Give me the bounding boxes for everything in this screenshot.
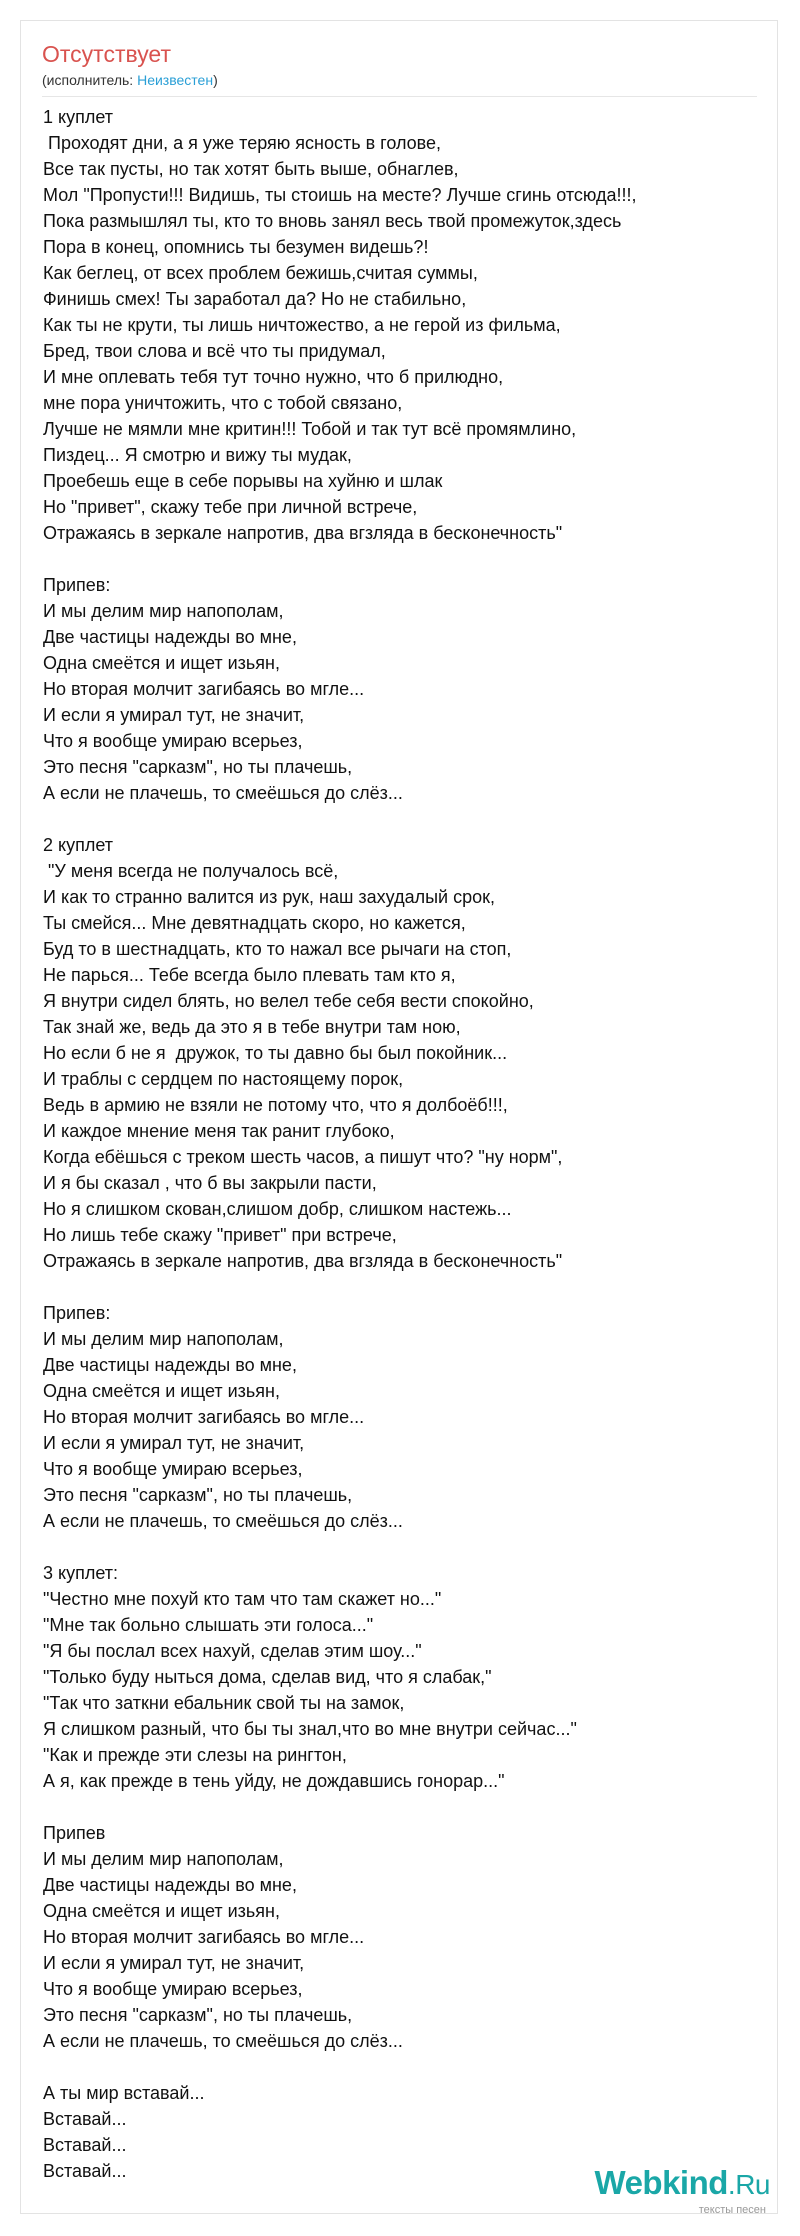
lyric-line: Но лишь тебе скажу "привет" при встрече, (43, 1225, 397, 1245)
lyric-line: Но вторая молчит загибаясь во мгле... (43, 1407, 365, 1427)
lyric-line (43, 546, 758, 572)
lyric-line: "Честно мне похуй кто там что там скажет но..." (43, 1589, 442, 1609)
lyric-line: Отражаясь в зеркале напротив, два вгзляда в бесконечность" (43, 523, 563, 543)
lyric-line: Пока размышлял ты, кто то вновь занял весь твой промежуток,здесь (43, 211, 622, 231)
lyric-line: Припев (43, 1823, 106, 1843)
lyric-line: И как то странно валится из рук, наш захудалый срок, (43, 887, 495, 907)
lyric-line: "Так что заткни ебальник свой ты на замок, (43, 1693, 405, 1713)
lyric-line: А я, как прежде в тень уйду, не дождавшись гонорар..." (43, 1771, 505, 1791)
song-header (42, 40, 757, 97)
lyric-line: Буд то в шестнадцать, кто то нажал все рычаги на стоп, (43, 939, 512, 959)
lyric-line: Но "привет", скажу тебе при личной встрече, (43, 497, 418, 517)
artist-link[interactable]: Неизвестен (137, 72, 214, 88)
lyric-line: И мы делим мир напополам, (43, 1329, 284, 1349)
lyric-line: Две частицы надежды во мне, (43, 1355, 297, 1375)
lyric-line: Что я вообще умираю всерьез, (43, 1979, 303, 1999)
logo-brand (595, 2164, 770, 2202)
lyric-line (43, 1534, 758, 1560)
lyric-line: И мне оплевать тебя тут точно нужно, что б прилюдно, (43, 367, 504, 387)
lyric-line: Ты смейся... Мне девятнадцать скоро, но кажется, (43, 913, 466, 933)
lyric-line: А если не плачешь, то смеёшься до слёз... (43, 783, 403, 803)
lyric-line (43, 1274, 758, 1300)
lyric-line: И мы делим мир напополам, (43, 1849, 284, 1869)
lyric-line (43, 1794, 758, 1820)
lyric-line: Припев: (43, 1303, 111, 1323)
artist-prefix: (исполнитель: (42, 72, 138, 88)
lyric-line: Как ты не крути, ты лишь ничтожество, а не герой из фильма, (43, 315, 561, 335)
lyric-line: И если я умирал тут, не значит, (43, 705, 305, 725)
lyric-line: Я слишком разный, что бы ты знал,что во мне внутри сейчас..." (43, 1719, 577, 1739)
lyric-line: 1 куплет (43, 107, 113, 127)
lyric-line: Так знай же, ведь да это я в тебе внутри там ною, (43, 1017, 461, 1037)
lyric-line: Но я слишком скован,слишом добр, слишком настежь... (43, 1199, 512, 1219)
lyric-line: мне пора уничтожить, что с тобой связано, (43, 393, 403, 413)
lyric-line: А если не плачешь, то смеёшься до слёз... (43, 1511, 403, 1531)
lyric-line: Одна смеётся и ищет изьян, (43, 653, 280, 673)
lyric-line: Я внутри сидел блять, но велел тебе себя вести спокойно, (43, 991, 534, 1011)
lyric-line: Все так пусты, но так хотят быть выше, обнаглев, (43, 159, 459, 179)
lyric-line: Проходят дни, а я уже теряю ясность в голове, (43, 133, 442, 153)
lyric-line: Припев: (43, 575, 111, 595)
lyric-line: Две частицы надежды во мне, (43, 1875, 297, 1895)
logo-brand-name: Webkind (594, 2164, 728, 2201)
lyric-line: Как беглец, от всех проблем бежишь,считая суммы, (43, 263, 478, 283)
lyric-line: А ты мир вставай... (43, 2083, 205, 2103)
lyric-line: "Я бы послал всех нахуй, сделав этим шоу..." (43, 1641, 422, 1661)
lyric-line: Бред, твои слова и всё что ты придумал, (43, 341, 386, 361)
lyric-line: А если не плачешь, то смеёшься до слёз... (43, 2031, 403, 2051)
artist-suffix: ) (213, 72, 218, 88)
lyric-line: "Как и прежде эти слезы на рингтон, (43, 1745, 347, 1765)
lyric-line: Мол "Пропусти!!! Видишь, ты стоишь на месте? Лучше сгинь отсюда!!!, (43, 185, 637, 205)
lyric-line: Это песня "сарказм", но ты плачешь, (43, 2005, 353, 2025)
logo-tagline: тексты песен (698, 2204, 766, 2216)
lyric-line: Вставай... (43, 2109, 127, 2129)
lyric-line: 2 куплет (43, 835, 113, 855)
lyric-line: Но вторая молчит загибаясь во мгле... (43, 679, 365, 699)
lyric-line: Финишь смех! Ты заработал да? Но не стабильно, (43, 289, 467, 309)
logo-tld: .Ru (727, 2169, 770, 2200)
lyric-line: И мы делим мир напополам, (43, 601, 284, 621)
lyric-line: Проебешь еще в себе порывы на хуйню и шлак (43, 471, 443, 491)
artist-line (42, 71, 218, 89)
lyric-line: "Мне так больно слышать эти голоса..." (43, 1615, 374, 1635)
lyric-line: Одна смеётся и ищет изьян, (43, 1381, 280, 1401)
lyric-line: Одна смеётся и ищет изьян, (43, 1901, 280, 1921)
lyric-line: "У меня всегда не получалось всё, (43, 861, 339, 881)
lyric-line: Но если б не я дружок, то ты давно бы был покойник... (43, 1043, 508, 1063)
lyric-line: Но вторая молчит загибаясь во мгле... (43, 1927, 365, 1947)
lyric-line: Отражаясь в зеркале напротив, два вгзляда в бесконечность" (43, 1251, 563, 1271)
lyric-line: И каждое мнение меня так ранит глубоко, (43, 1121, 395, 1141)
lyric-line: И траблы с сердцем по настоящему порок, (43, 1069, 404, 1089)
site-logo[interactable] (580, 2164, 770, 2216)
lyric-line: И если я умирал тут, не значит, (43, 1953, 305, 1973)
lyrics-body (43, 104, 758, 2184)
lyric-line: Это песня "сарказм", но ты плачешь, (43, 757, 353, 777)
lyric-line: Ведь в армию не взяли не потому что, что я долбоёб!!!, (43, 1095, 508, 1115)
lyric-line: Что я вообще умираю всерьез, (43, 1459, 303, 1479)
lyric-line: Что я вообще умираю всерьез, (43, 731, 303, 751)
lyric-line (43, 806, 758, 832)
lyric-line: Две частицы надежды во мне, (43, 627, 297, 647)
lyric-line: Не парься... Тебе всегда было плевать там кто я, (43, 965, 456, 985)
lyric-line: "Только буду ныться дома, сделав вид, что я слабак," (43, 1667, 492, 1687)
lyric-line: Пиздец... Я смотрю и вижу ты мудак, (43, 445, 352, 465)
lyric-line: Лучше не мямли мне критин!!! Тобой и так тут всё промямлино, (43, 419, 577, 439)
lyric-line (43, 2054, 758, 2080)
lyric-line: Когда ебёшься с треком шесть часов, а пишут что? "ну норм", (43, 1147, 563, 1167)
lyric-line: Вставай... (43, 2135, 127, 2155)
lyric-line: Пора в конец, опомнись ты безумен видешь?! (43, 237, 429, 257)
lyric-line: 3 куплет: (43, 1563, 118, 1583)
lyric-line: И если я умирал тут, не значит, (43, 1433, 305, 1453)
lyric-line: Вставай... (43, 2161, 127, 2181)
song-title: Отсутствует (42, 41, 171, 67)
lyric-line: И я бы сказал , что б вы закрыли пасти, (43, 1173, 377, 1193)
lyric-line: Это песня "сарказм", но ты плачешь, (43, 1485, 353, 1505)
